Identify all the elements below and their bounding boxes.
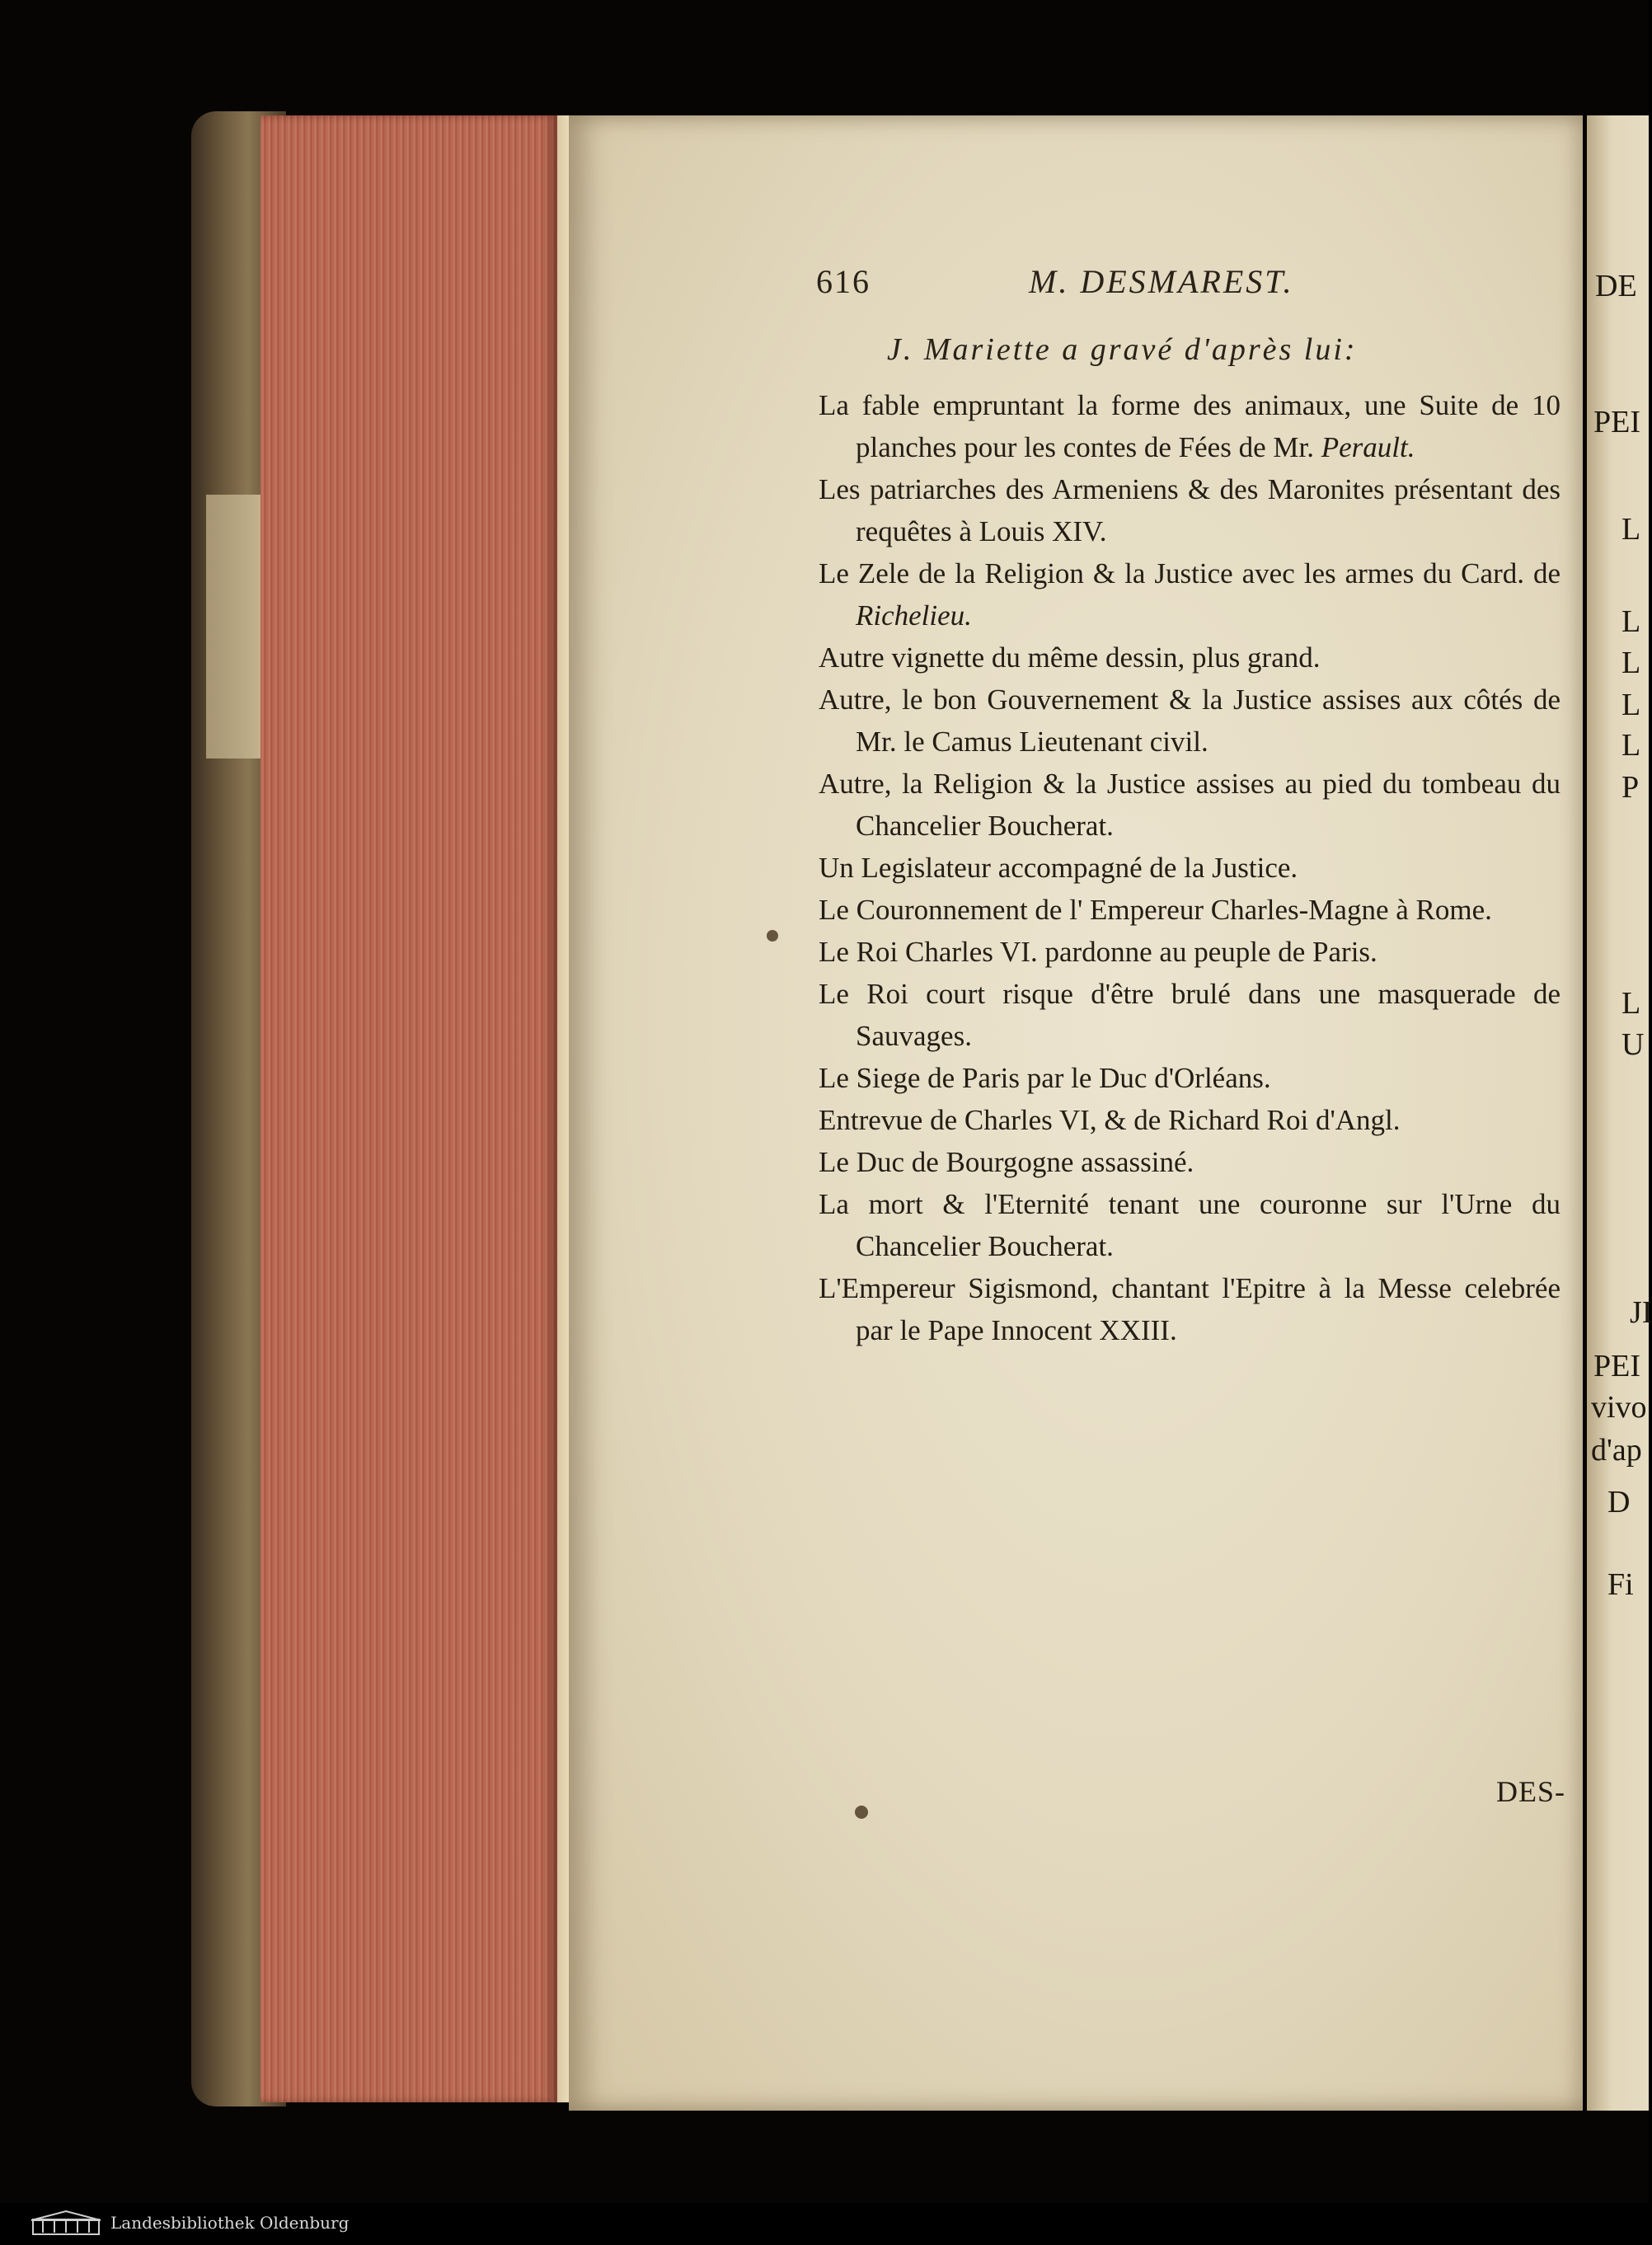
entry-text: Le Roi Charles VI. pardonne au peuple de Paris. [819,936,1377,968]
catalog-entry [819,679,1560,763]
catalog-entry [819,889,1560,931]
entry-text: La fable empruntant la forme des animaux, une Suite de 10 planches pour les contes de Fées de Mr. [819,389,1560,463]
entry-text: Entrevue de Charles VI, & de Richard Roi d'Angl. [819,1104,1401,1136]
right-page-fragment: vivo [1591,1390,1647,1425]
catalog-entry [819,931,1560,973]
right-page-fragment: PEI [1593,405,1640,439]
catalog-entry [819,1099,1560,1141]
entry-list [819,384,1560,1351]
right-page-fragment: L [1621,512,1641,547]
catalog-entry [819,552,1560,636]
right-page-fragment: L [1621,604,1641,639]
library-logo-icon [30,2210,102,2236]
entry-text: La mort & l'Eternité tenant une couronne sur l'Urne du Chancelier Boucherat. [819,1188,1560,1262]
page-header [816,262,1393,303]
catalog-entry [819,973,1560,1057]
right-page-fragment: JI [1630,1295,1652,1330]
ink-stain [855,1806,868,1819]
right-page-fragment: L [1621,986,1641,1021]
entry-text: Le Roi court risque d'être brulé dans une masquerade de Sauvages. [819,978,1560,1052]
catalog-entry [819,1183,1560,1267]
entry-text: Autre vignette du même dessin, plus grand. [819,641,1321,674]
catalog-entry [819,384,1560,468]
right-page-fragment: L [1621,688,1641,722]
entry-text: Les patriarches des Armeniens & des Maronites présentant des requêtes à Louis XIV. [819,473,1560,547]
right-page-fragment: D [1607,1485,1631,1519]
right-page-fragment: DE [1595,269,1637,303]
entry-text: Un Legislateur accompagné de la Justice. [819,852,1298,884]
entry-text: Le Siege de Paris par le Duc d'Orléans. [819,1062,1271,1094]
right-page-fragment: Fi [1607,1567,1634,1602]
entry-text: Autre, la Religion & la Justice assises au pied du tombeau du Chancelier Boucherat. [819,768,1560,842]
right-page-edge [1587,115,1652,2111]
running-head: M. DESMAREST. [1029,263,1294,300]
entry-text: Autre, le bon Gouvernement & la Justice assises aux côtés de Mr. le Camus Lieutenant civil. [819,683,1560,758]
entry-italic-name: Perault. [1321,431,1415,463]
entry-text: L'Empereur Sigismond, chantant l'Epitre à la Messe celebrée par le Pape Innocent XXIII. [819,1272,1560,1346]
page-number: 616 [816,263,871,300]
right-page-fragment: L [1621,728,1641,763]
right-page-fragment: U [1621,1027,1645,1062]
page-block-edge [260,115,557,2102]
catalog-entry [819,763,1560,847]
catalog-entry [819,468,1560,552]
catchword: DES- [1496,1775,1565,1808]
catalog-entry [819,1057,1560,1099]
entry-text: Le Couronnement de l' Empereur Charles-Magne à Rome. [819,894,1492,926]
right-page-fragment: L [1621,646,1641,680]
catalog-entry [819,1267,1560,1351]
right-page-fragment: PEI [1593,1349,1640,1383]
entry-italic-name: Richelieu. [856,599,972,632]
section-subheading: J. Mariette a gravé d'après lui: [887,332,1358,367]
catalog-entry [819,1141,1560,1183]
entry-text: Le Duc de Bourgogne assassiné. [819,1146,1194,1178]
catalog-entry [819,847,1560,889]
right-page-fragment: d'ap [1591,1433,1642,1468]
catalog-entry [819,636,1560,679]
ink-stain [767,930,778,942]
footer-bar [0,2203,1649,2245]
library-name[interactable]: Landesbibliothek Oldenburg [110,2213,350,2233]
right-page-fragment: P [1621,770,1640,805]
entry-text: Le Zele de la Religion & la Justice avec les armes du Card. de [819,557,1560,589]
